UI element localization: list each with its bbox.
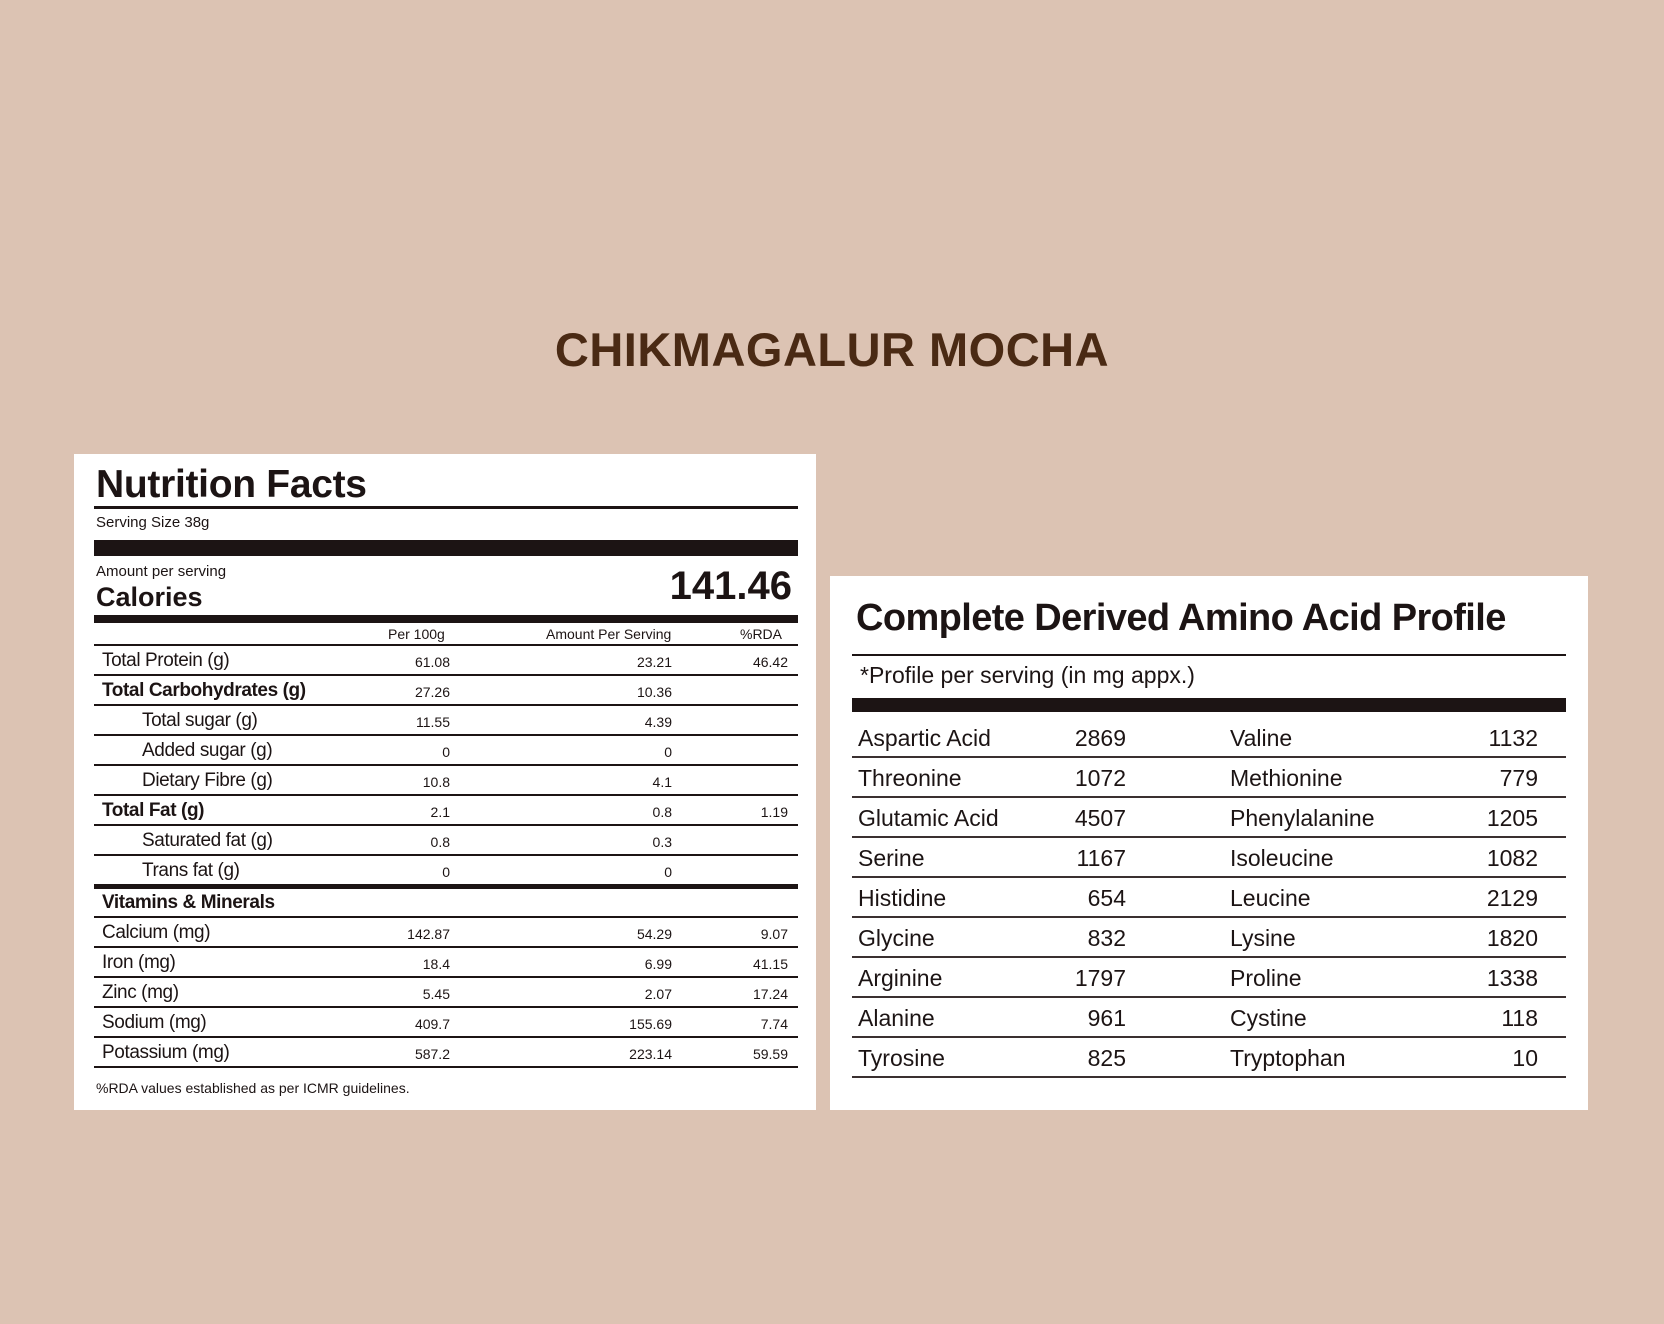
row-label: Potassium (mg) [102, 1042, 230, 1063]
thick-divider [94, 540, 798, 556]
row-label: Total Protein (g) [102, 650, 230, 671]
row-label: Total sugar (g) [142, 710, 258, 731]
per-serving-value: 6.99 [644, 956, 672, 972]
per-serving-value: 0 [664, 744, 672, 760]
row-label: Calcium (mg) [102, 922, 211, 943]
per-100g-value: 0 [442, 864, 450, 880]
row-label: Zinc (mg) [102, 982, 179, 1003]
amino-name: Histidine [858, 885, 947, 911]
rda-value: 46.42 [752, 654, 788, 670]
row-label: Trans fat (g) [142, 860, 240, 881]
per-100g-value: 10.8 [422, 774, 450, 790]
rda-value: 7.74 [760, 1016, 788, 1032]
per-100g-value: 0.8 [430, 834, 450, 850]
row-label: Added sugar (g) [142, 740, 273, 761]
row-label: Dietary Fibre (g) [142, 770, 273, 791]
row-label: Saturated fat (g) [142, 830, 273, 851]
per-100g-value: 0 [442, 744, 450, 760]
amino-name: Valine [1230, 725, 1293, 751]
amino-value: 1338 [1486, 965, 1538, 991]
amino-name: Aspartic Acid [858, 725, 991, 751]
row-label: Iron (mg) [102, 952, 176, 973]
per-serving-value: 54.29 [636, 926, 672, 942]
table-row [852, 718, 1566, 758]
per-100g-value: 142.87 [407, 926, 450, 942]
table-row [852, 838, 1566, 878]
table-row [94, 826, 798, 856]
amino-acid-panel [830, 576, 1588, 1110]
column-header-per-100g: Per 100g [388, 626, 445, 642]
per-100g-value: 587.2 [414, 1046, 450, 1062]
column-header-amount-per-serving: Amount Per Serving [546, 626, 672, 642]
table-row [94, 706, 798, 736]
amino-value: 2869 [1074, 725, 1126, 751]
table-row [852, 1038, 1566, 1078]
rda-value: 41.15 [752, 956, 788, 972]
table-row [94, 676, 798, 706]
nutrition-facts-title: Nutrition Facts [96, 463, 367, 506]
amino-value: 1205 [1486, 805, 1538, 831]
per-serving-value: 0.3 [652, 834, 672, 850]
section-heading-row [94, 889, 798, 918]
table-row [852, 758, 1566, 798]
amino-name: Arginine [858, 965, 943, 991]
amino-name: Proline [1230, 965, 1302, 991]
amino-name: Lysine [1230, 925, 1296, 951]
calories-label: Calories [96, 582, 203, 612]
table-row [94, 918, 798, 948]
table-row [94, 856, 798, 889]
amino-value: 1132 [1488, 725, 1538, 751]
table-row [94, 1038, 798, 1068]
amino-name: Cystine [1230, 1005, 1307, 1031]
amino-value: 779 [1499, 765, 1538, 791]
amino-name: Tryptophan [1230, 1045, 1346, 1071]
amino-name: Tyrosine [858, 1045, 945, 1071]
table-row [852, 958, 1566, 998]
per-100g-value: 61.08 [414, 654, 450, 670]
amino-value: 1082 [1486, 845, 1538, 871]
table-row [94, 978, 798, 1008]
per-100g-value: 409.7 [414, 1016, 450, 1032]
amino-value: 654 [1087, 885, 1126, 911]
rda-value: 59.59 [752, 1046, 788, 1062]
per-serving-value: 23.21 [636, 654, 672, 670]
medium-divider [94, 615, 798, 623]
amino-value: 1797 [1074, 965, 1126, 991]
table-row [94, 1008, 798, 1038]
amino-profile-title: Complete Derived Amino Acid Profile [856, 597, 1506, 639]
amino-value: 832 [1087, 925, 1126, 951]
page-title: CHIKMAGALUR MOCHA [554, 323, 1110, 376]
per-100g-value: 18.4 [422, 956, 450, 972]
per-serving-value: 2.07 [644, 986, 672, 1002]
amino-value: 4507 [1074, 805, 1126, 831]
amino-name: Glutamic Acid [858, 805, 999, 831]
column-header-rda: %RDA [740, 626, 783, 642]
per-serving-value: 10.36 [636, 684, 672, 700]
amino-value: 2129 [1486, 885, 1538, 911]
amino-name: Alanine [858, 1005, 935, 1031]
amino-name: Glycine [858, 925, 935, 951]
rda-footnote: %RDA values established as per ICMR guidelines. [96, 1080, 410, 1096]
amino-name: Phenylalanine [1230, 805, 1375, 831]
divider [852, 654, 1566, 656]
amino-value: 1820 [1486, 925, 1538, 951]
nutrition-facts-panel [74, 454, 816, 1110]
table-row [94, 948, 798, 978]
rda-value: 17.24 [752, 986, 788, 1002]
table-row [94, 766, 798, 796]
per-serving-value: 4.1 [652, 774, 672, 790]
amino-name: Leucine [1230, 885, 1311, 911]
calories-value: 141.46 [669, 564, 792, 608]
per-serving-value: 0 [664, 864, 672, 880]
table-row [852, 998, 1566, 1038]
amino-name: Threonine [858, 765, 962, 791]
per-serving-value: 223.14 [629, 1046, 672, 1062]
per-serving-value: 4.39 [644, 714, 672, 730]
serving-size: Serving Size 38g [96, 514, 210, 531]
amino-value: 118 [1501, 1005, 1538, 1031]
amino-name: Isoleucine [1230, 845, 1334, 871]
divider [94, 506, 798, 509]
per-serving-value: 0.8 [652, 804, 672, 820]
amino-value: 1072 [1074, 765, 1126, 791]
amino-value: 961 [1087, 1005, 1126, 1031]
table-row [94, 796, 798, 826]
vitamins-minerals-heading: Vitamins & Minerals [102, 892, 275, 913]
amino-name: Methionine [1230, 765, 1343, 791]
amino-profile-subtitle: *Profile per serving (in mg appx.) [860, 662, 1195, 688]
table-row [94, 646, 798, 676]
row-label: Sodium (mg) [102, 1012, 207, 1033]
table-row [852, 918, 1566, 958]
table-row [94, 736, 798, 766]
table-row [852, 878, 1566, 918]
row-label: Total Carbohydrates (g) [102, 680, 306, 701]
per-100g-value: 2.1 [430, 804, 450, 820]
rda-value: 1.19 [760, 804, 788, 820]
row-label: Total Fat (g) [102, 800, 205, 821]
amino-value: 1167 [1076, 845, 1126, 871]
amount-per-serving-label: Amount per serving [96, 563, 227, 580]
per-100g-value: 11.55 [416, 714, 450, 730]
table-row [852, 798, 1566, 838]
per-serving-value: 155.69 [629, 1016, 672, 1032]
per-100g-value: 27.26 [414, 684, 450, 700]
amino-name: Serine [858, 845, 925, 871]
rda-value: 9.07 [760, 926, 788, 942]
amino-value: 10 [1512, 1045, 1538, 1071]
amino-value: 825 [1087, 1045, 1126, 1071]
per-100g-value: 5.45 [422, 986, 450, 1002]
thick-divider [852, 698, 1566, 712]
